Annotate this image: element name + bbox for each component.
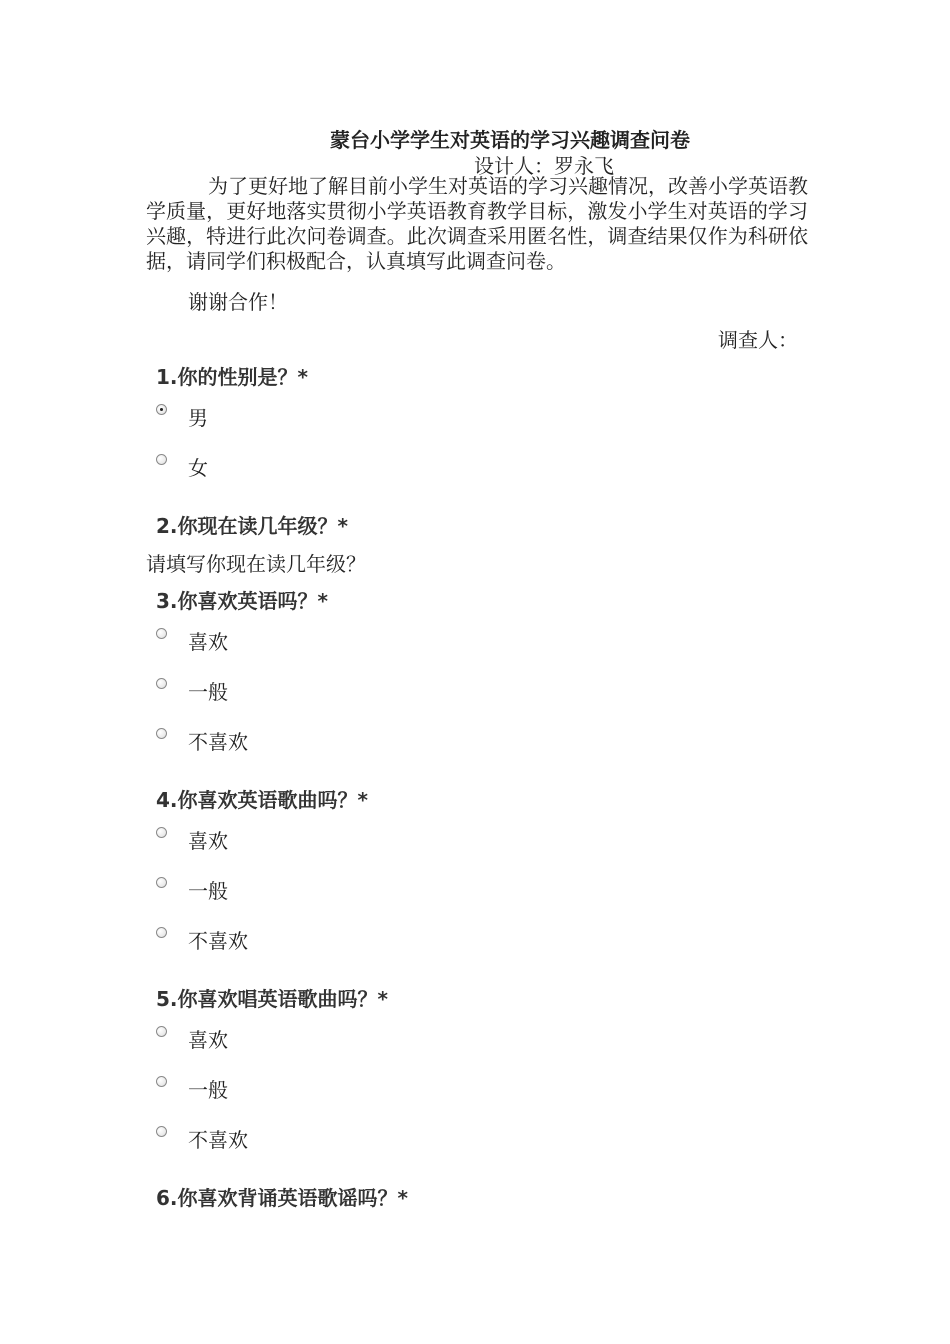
radio-icon[interactable] (156, 927, 167, 938)
intro-text: 为了更好地了解目前小学生对英语的学习兴趣情况，改善小学英语教学质量，更好地落实贯彻小学英语教育教学目标，激发小学生对英语的学习兴趣，特进行此次问卷调查。此次调查采用匿名性，调查结果仅作为科研依据，请同学们积极配合，认真填写此调查问卷。 (146, 174, 808, 273)
radio-icon[interactable] (156, 628, 167, 639)
question-3-label: 3.你喜欢英语吗？* (156, 589, 328, 613)
question-4-label: 4.你喜欢英语歌曲吗？* (156, 788, 368, 812)
radio-icon[interactable] (156, 827, 167, 838)
option-label: 男 (188, 406, 208, 430)
surveyor-label: 调查人： (718, 328, 798, 352)
radio-icon[interactable] (156, 678, 167, 689)
radio-icon[interactable] (156, 1126, 167, 1137)
radio-icon[interactable] (156, 1076, 167, 1087)
option-label: 喜欢 (188, 829, 228, 853)
question-2-hint: 请填写你现在读几年级？ (146, 552, 366, 576)
page-title: 蒙台小学学生对英语的学习兴趣调查问卷 (330, 128, 690, 152)
option-label: 喜欢 (188, 630, 228, 654)
option-label: 女 (188, 456, 208, 480)
option-label: 不喜欢 (188, 730, 248, 754)
question-2-label: 2.你现在读几年级？* (156, 514, 348, 538)
question-1-label: 1.你的性别是？* (156, 365, 308, 389)
option-label: 一般 (188, 879, 228, 903)
option-label: 不喜欢 (188, 1128, 248, 1152)
radio-checked-icon[interactable] (156, 404, 167, 415)
radio-icon[interactable] (156, 728, 167, 739)
question-6-label: 6.你喜欢背诵英语歌谣吗？* (156, 1186, 408, 1210)
option-label: 不喜欢 (188, 929, 248, 953)
intro-paragraph (146, 174, 808, 274)
option-label: 喜欢 (188, 1028, 228, 1052)
option-label: 一般 (188, 1078, 228, 1102)
radio-icon[interactable] (156, 454, 167, 465)
radio-icon[interactable] (156, 877, 167, 888)
question-5-label: 5.你喜欢唱英语歌曲吗？* (156, 987, 388, 1011)
thanks-text: 谢谢合作！ (188, 290, 288, 314)
designer-line: 设计人：罗永飞 (474, 154, 614, 178)
option-label: 一般 (188, 680, 228, 704)
radio-icon[interactable] (156, 1026, 167, 1037)
